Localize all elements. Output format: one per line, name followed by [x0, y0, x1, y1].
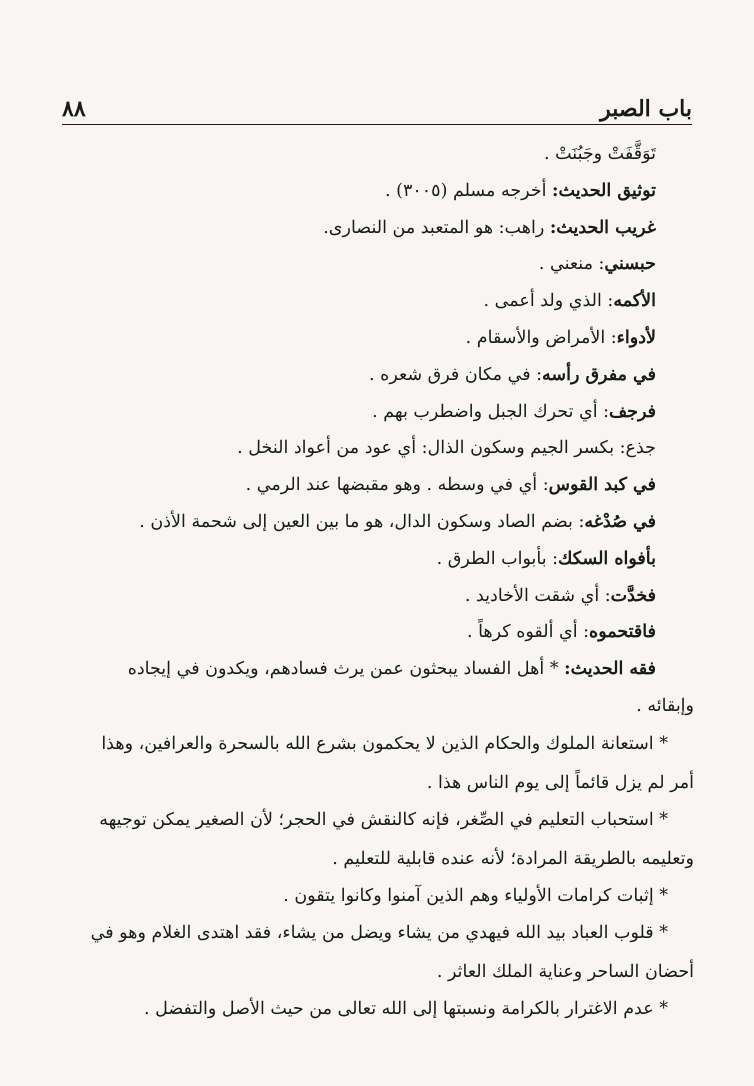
- page-header: [62, 86, 692, 122]
- gloss-term: في مفرق رأسه: [542, 364, 656, 385]
- gloss-term: حبسني: [604, 254, 656, 275]
- bullet-paragraph: [78, 801, 694, 879]
- gloss-text: : الذي ولد أعمى .: [483, 291, 614, 312]
- gloss-text: : أي في وسطه . وهو مقبضها عند الرمي .: [245, 475, 549, 496]
- gloss-text: : الأمراض والأسقام .: [465, 327, 617, 348]
- gloss-text: : أي شقت الأخاديد .: [464, 585, 611, 606]
- gloss-text: : بأبواب الطرق .: [436, 548, 559, 569]
- gloss-line: [78, 614, 656, 651]
- gloss-term: لأدواء: [616, 327, 656, 348]
- gloss-line: [78, 283, 656, 320]
- gloss-line: [78, 541, 656, 578]
- gloss-line: [78, 357, 656, 394]
- fiqh-term: فقه الحديث:: [564, 659, 656, 680]
- gloss-line: [78, 173, 656, 210]
- bullet-paragraph: [78, 990, 694, 1029]
- gloss-text: : بضم الصاد وسكون الدال، هو ما بين العين إلى شحمة الأذن .: [139, 511, 585, 532]
- gloss-term: توثيق الحديث:: [552, 180, 656, 201]
- gloss-term: الأكمه: [613, 291, 656, 312]
- gloss-term: فرجف: [609, 401, 656, 422]
- gloss-text: : منعني .: [538, 254, 605, 275]
- gloss-term: في كبد القوس: [548, 475, 656, 496]
- gloss-term: في صُدْغه: [584, 511, 656, 532]
- fiqh-text: * أهل الفساد يبحثون عمن يرث فسادهم، ويكدون في إيجاده: [127, 659, 565, 680]
- chapter-title: باب الصبر: [600, 96, 692, 122]
- gloss-text: : أي تحرك الجبل واضطرب بهم .: [372, 401, 610, 422]
- gloss-line: [78, 246, 656, 283]
- bullet-paragraph: [78, 725, 694, 803]
- gloss-term: غريب الحديث:: [549, 217, 656, 238]
- bullet-text: * استحباب التعليم في الصِّغر، فإنه كالنقش في الحجر؛ لأن الصغير يمكن توجيهه وتعليمه بالطريقة المرادة؛ لأنه عنده قابلية للتعليم .: [99, 809, 694, 869]
- gloss-line: [78, 504, 656, 541]
- gloss-line: [78, 210, 656, 247]
- gloss-line: [78, 320, 656, 357]
- gloss-text: راهب: هو المتعبد من النصارى.: [323, 217, 550, 238]
- header-rule: [62, 124, 692, 125]
- gloss-line: [78, 467, 656, 504]
- fiqh-continuation: وإبقائه .: [636, 695, 694, 716]
- gloss-line: [78, 136, 656, 173]
- gloss-term: فخدَّت: [610, 585, 656, 606]
- page-body: [78, 136, 694, 1027]
- bullet-text: * إثبات كرامات الأولياء وهم الذين آمنوا وكانوا يتقون .: [283, 885, 668, 906]
- gloss-text: : أي ألقوه كرهاً .: [466, 622, 590, 643]
- gloss-line: [78, 430, 656, 467]
- gloss-text: جذع: بكسر الجيم وسكون الذال: أي عود من أعواد النخل .: [237, 438, 656, 459]
- gloss-text: أخرجه مسلم (٣٠٠٥) .: [385, 180, 553, 201]
- fiqh-heading-line: [78, 651, 656, 688]
- gloss-term: فاقتحموه: [589, 622, 656, 643]
- bullet-text: * استعانة الملوك والحكام الذين لا يحكمون بشرع الله بالسحرة والعرافين، وهذا أمر لم يزل قائماً إلى يوم الناس هذا .: [101, 733, 694, 793]
- bullet-text: * عدم الاغترار بالكرامة ونسبتها إلى الله تعالى من حيث الأصل والتفضل .: [144, 998, 668, 1019]
- bullet-text: * قلوب العباد بيد الله فيهدي من يشاء ويضل من يشاء، فقد اهتدى الغلام وهو في أحضان الساحر وعناية الملك العاثر .: [90, 922, 694, 982]
- gloss-text: تَوَقَّفَتْ وجَبُنَتْ .: [543, 144, 656, 164]
- gloss-line: [78, 578, 656, 615]
- page-number: ٨٨: [62, 96, 86, 122]
- gloss-line: [78, 394, 656, 431]
- bullet-paragraph: [78, 877, 694, 916]
- gloss-term: بأفواه السكك: [558, 548, 656, 569]
- gloss-text: : في مكان فرق شعره .: [369, 364, 543, 385]
- bullet-paragraph: [78, 914, 694, 992]
